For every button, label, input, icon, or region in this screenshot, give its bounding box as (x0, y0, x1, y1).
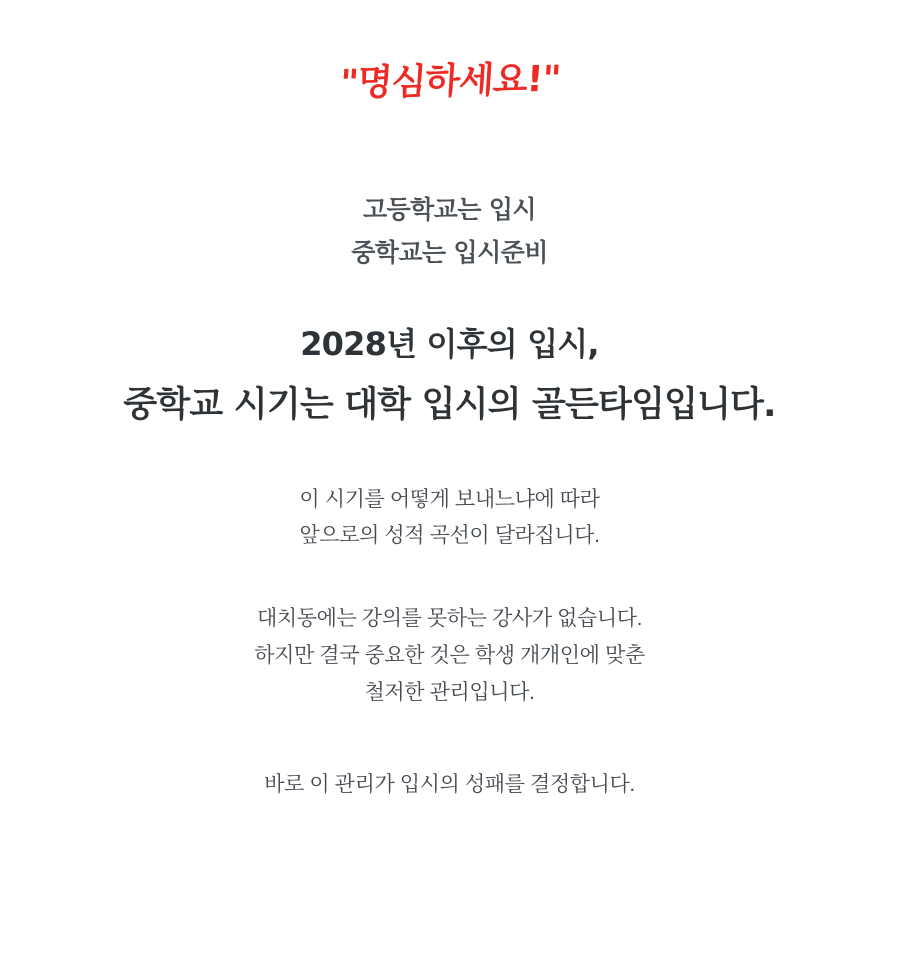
paragraph-one (299, 482, 599, 556)
emphasis-block (123, 323, 775, 429)
emphasis-line-2: 중학교 시기는 대학 입시의 골든타임입니다. (123, 385, 776, 426)
subheading-block (351, 188, 548, 276)
paragraph-two-line-2: 하지만 결국 중요한 것은 학생 개개인에 맞춘 (254, 643, 645, 667)
subheading-line-2: 중학교는 입시준비 (351, 238, 548, 268)
emphasis-line-1: 2028년 이후의 입시, (300, 325, 599, 364)
paragraph-two-line-1: 대치동에는 강의를 못하는 강사가 없습니다. (256, 607, 643, 631)
subheading-line-1: 고등학교는 입시 (363, 194, 536, 224)
paragraph-two-line-3: 철저한 관리입니다. (364, 680, 535, 704)
paragraph-three: 바로 이 관리가 입시의 성패를 결정합니다. (264, 773, 635, 797)
paragraph-one-line-1: 이 시기를 어떻게 보내느냐에 따라 (299, 487, 600, 511)
page-headline: "명심하세요!" (338, 58, 561, 105)
paragraph-one-line-2: 앞으로의 성적 곡선이 달라집니다. (299, 524, 600, 548)
paragraph-two (254, 601, 645, 711)
